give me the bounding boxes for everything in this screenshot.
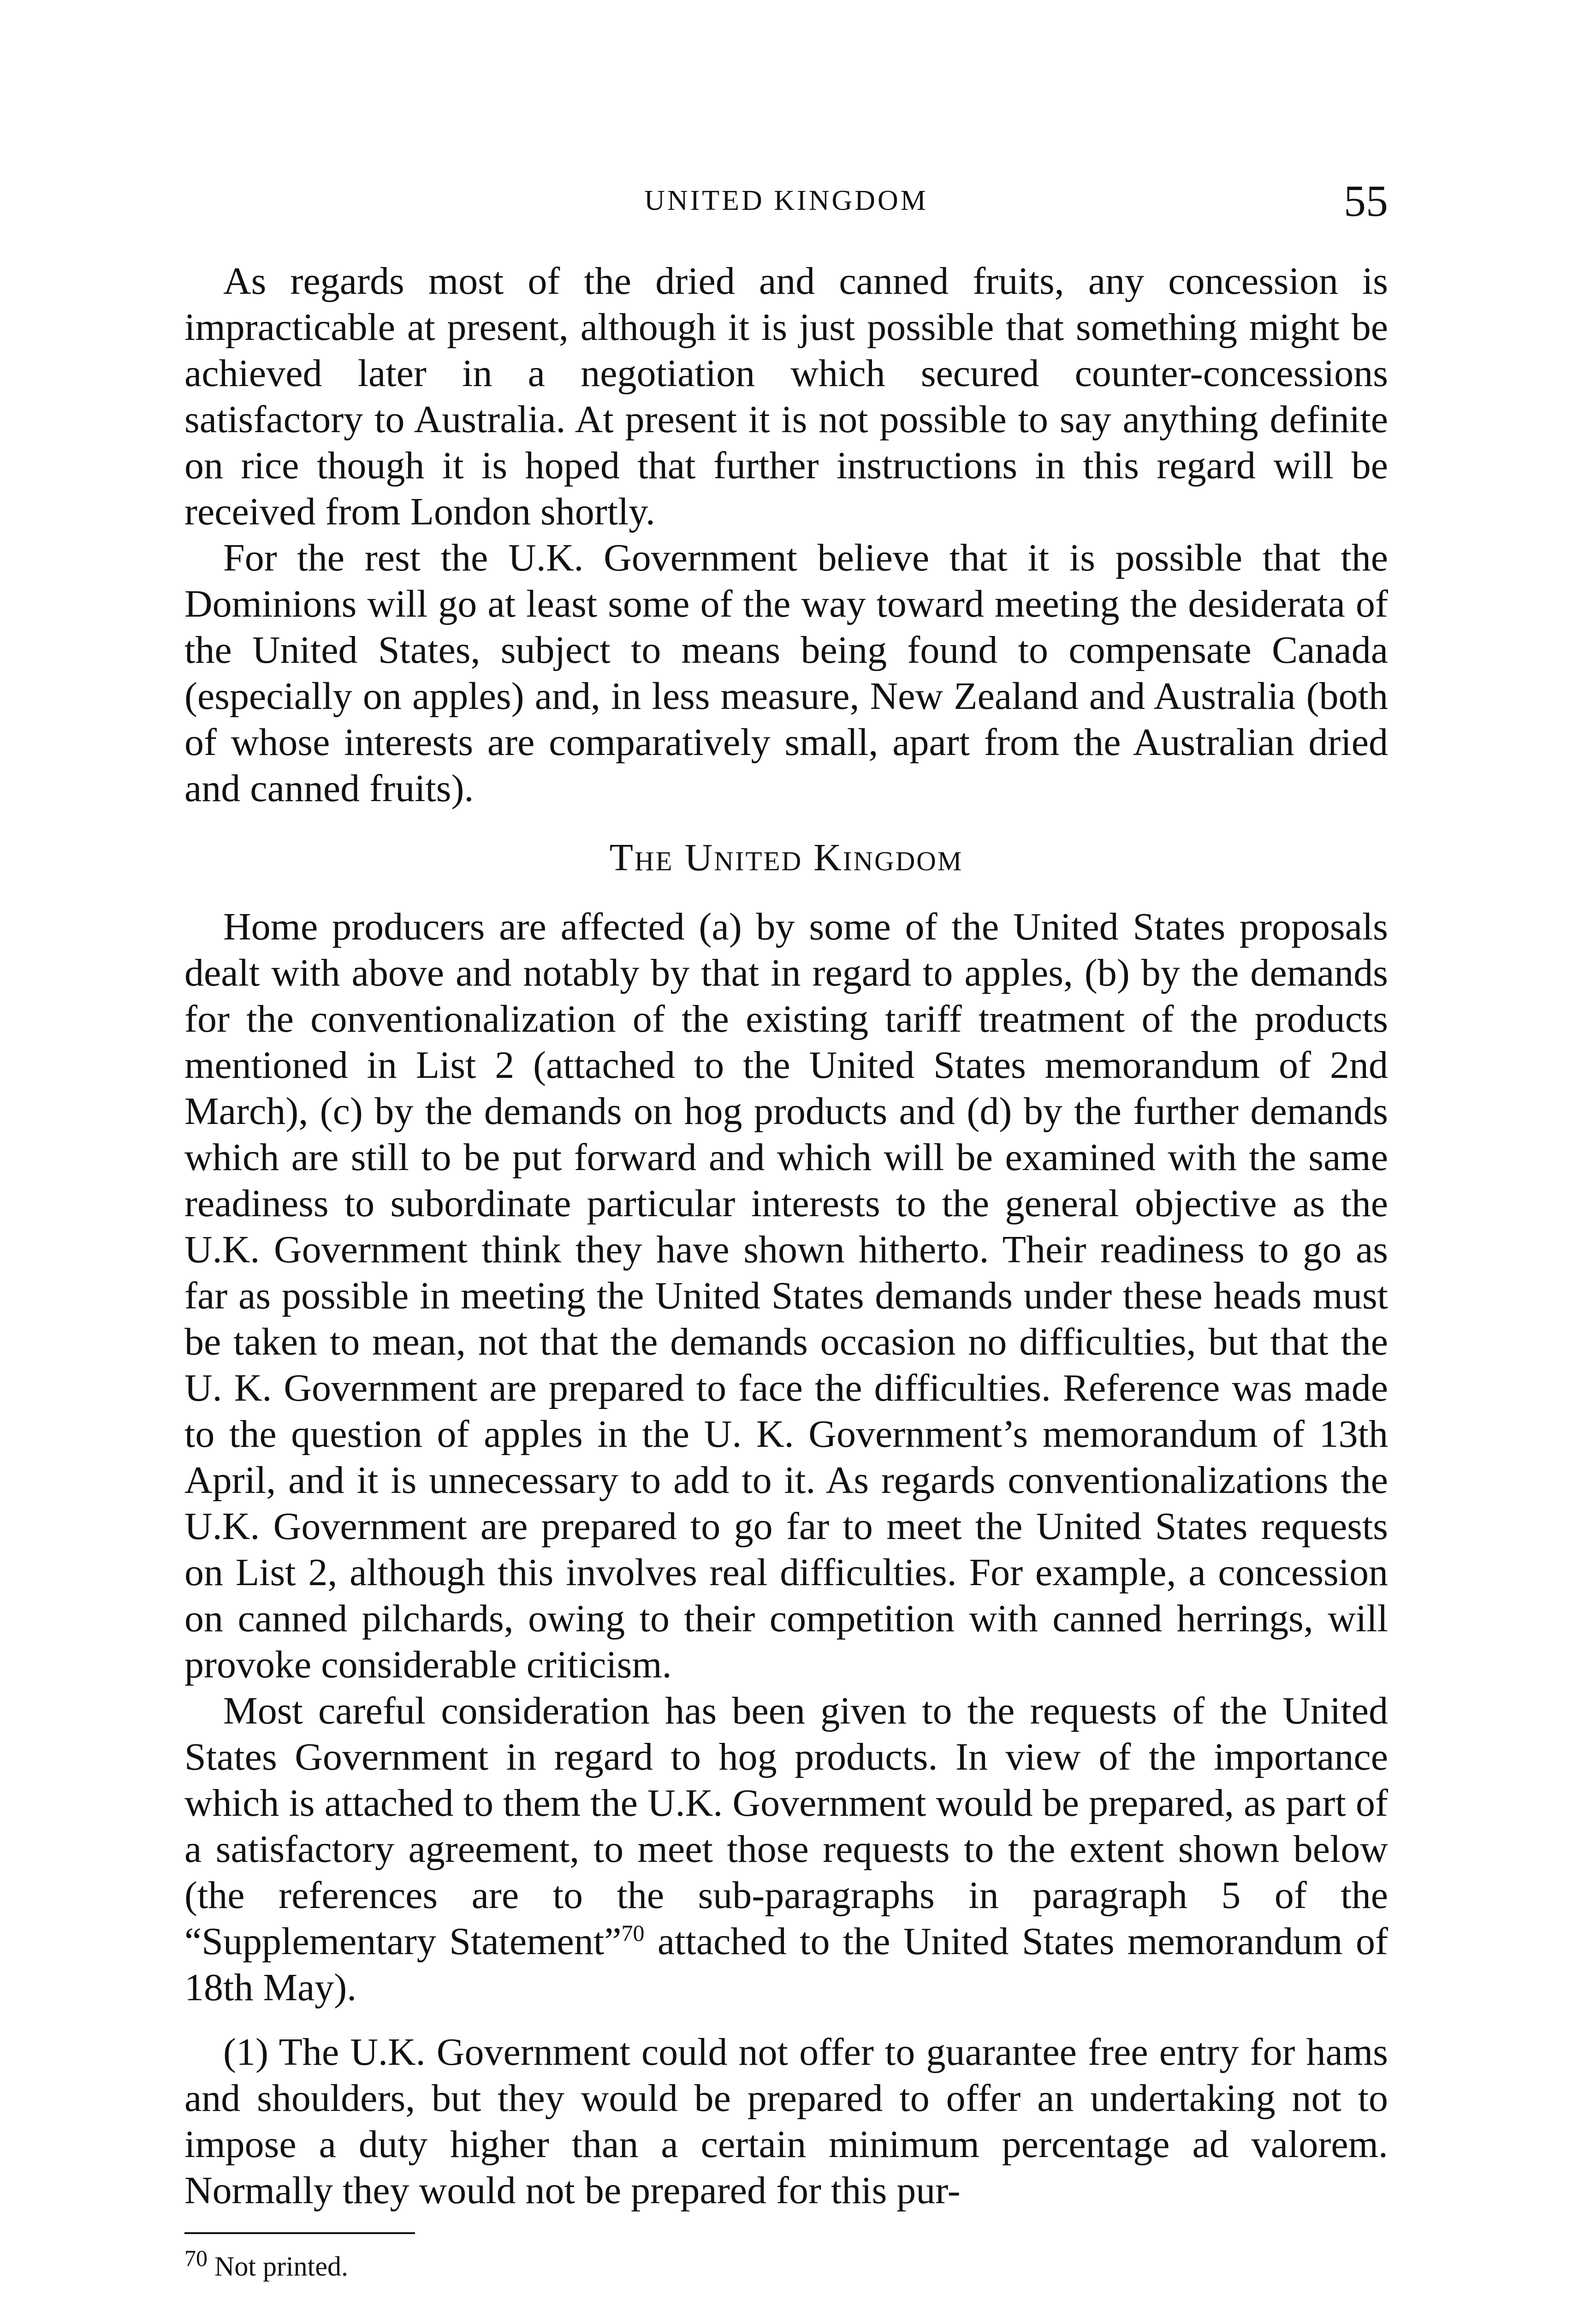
paragraph-hog-products-text: Most careful consideration has been given to the requests of the United States Government in regard to hog products. In view of the importance which is attached to them the U.K. Government would be prepared, as part of a satisfactory agreement, to meet those requests to the extent shown below (the references are to the sub-paragraphs in paragraph 5 of the “Supplementary Statement” [184,1689,1388,1963]
running-head [184,175,1388,235]
paragraph-dominions: For the rest the U.K. Government believe that it is possible that the Dominions will go at least some of the way toward meeting the desiderata of the United States, subject to means being found to compensate Canada (especially on apples) and, in less measure, New Zealand and Australia (both of whose interests are comparatively small, apart from the Australian dried and canned fruits). [184,536,1388,810]
footnote-divider [184,2232,415,2234]
section-heading: The United Kingdom [609,836,963,879]
footnote [184,2245,1388,2285]
footnote-marker: 70 [184,2245,208,2271]
paragraph-home-producers: Home producers are affected (a) by some of the United States proposals dealt with above and notably by that in regard to apples, (b) by the demands for the conventionalization of the existing tariff treatment of the products mentioned in List 2 (attached to the United States memorandum of 2nd March), (c) by the demands on hog products and (d) by the further demands which are still to be put forward and which will be examined with the same readiness to subordinate particular interests to the general objective as the U.K. Government think they have shown hitherto. Their readiness to go as far as possible in meeting the United States demands under these heads must be taken to mean, not that the demands occasion no difficulties, but that the U. K. Government are prepared to face the difficulties. Reference was made to the question of apples in the U. K. Government’s memorandum of 13th April, and it is unnecessary to add to it. As regards conventionalizations the U.K. Government are prepared to go far to meet the United States requests on List 2, although this involves real difficulties. For example, a concession on canned pilchards, owing to their competition with canned herrings, will provoke considerable criticism. [184,905,1388,1686]
page-number: 55 [1344,176,1388,226]
footnote-reference: 70 [621,1920,645,1946]
list-item-hams-shoulders: (1) The U.K. Government could not offer to guarantee free entry for hams and shoulders, but they would be prepared to offer an undertaking not to impose a duty higher than a certain minimum percentage ad valorem. Normally they would not be prepared for this pur- [184,2031,1388,2212]
paragraph-hog-products-tail: attached to the United States memorandum of 18th May). [184,1920,1388,2009]
footnote-text: Not printed. [214,2251,348,2282]
paragraph-hog-products [184,1688,1388,2011]
document-page [184,175,1388,2285]
paragraph-dried-fruits: As regards most of the dried and canned fruits, any concession is impracticable at present, although it is just possible that something might be achieved later in a negotiation which secured counter-concessions satisfactory to Australia. At present it is not possible to say anything definite on rice though it is hoped that further instructions in this regard will be received from London shortly. [184,260,1388,533]
running-title: UNITED KINGDOM [644,185,928,216]
